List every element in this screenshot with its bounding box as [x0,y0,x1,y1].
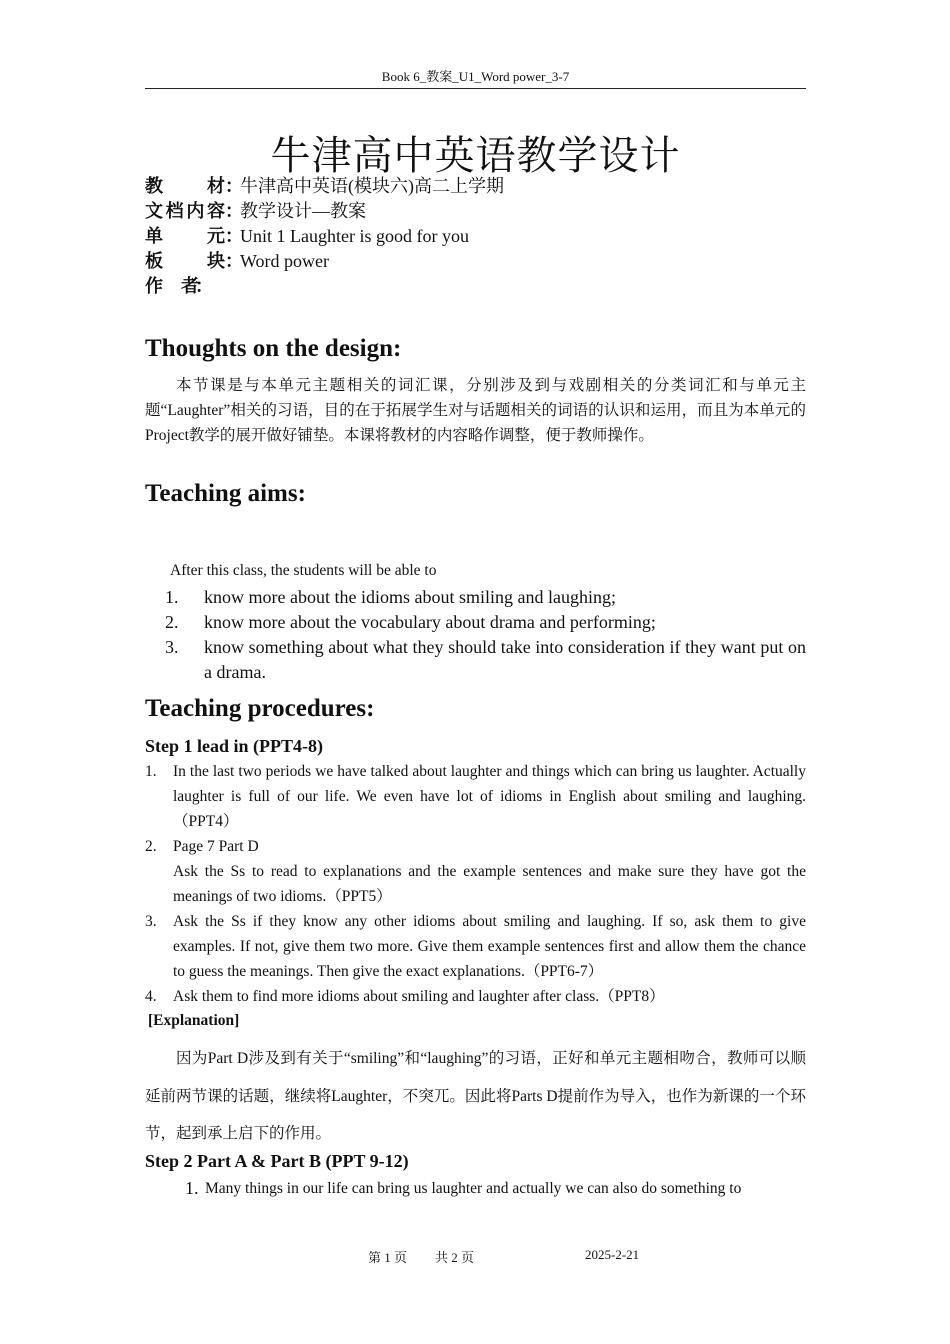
list-item: 1. Many things in our life can bring us laughter and actually we can also do something to [185,1178,742,1198]
list-item: 1. In the last two periods we have talked about laughter and things which can bring us laughter. Actually laughter is full of our life. We even have lot of idioms in English about smiling and laughing. （PPT4） [145,763,806,830]
footer-total-pages: 共 2 页 [435,1250,475,1265]
aims-intro: After this class, the students will be able to [170,562,437,579]
metadata-block [145,174,806,299]
meta-row-section: 板 块 ： Word power [145,249,806,274]
step2-title: Step 2 Part A & Part B (PPT 9-12) [145,1151,409,1171]
list-item: 3. know something about what they should take into consideration if they want put on a drama. [165,637,806,682]
meta-label: 教 材 [145,176,225,196]
meta-value: Word power [240,251,330,271]
aims-heading: Teaching aims: [145,480,306,507]
meta-row-unit: 单 元 ： Unit 1 Laughter is good for you [145,224,806,249]
meta-value: Unit 1 Laughter is good for you [240,226,469,246]
page-header: Book 6_教案_U1_Word power_3-7 [145,66,806,89]
explanation-label: [Explanation] [148,1012,240,1029]
meta-row-author: 作 者 ： [145,274,806,299]
thoughts-paragraph: 本节课是与本单元主题相关的词汇课，分别涉及到与戏剧相关的分类词汇和与单元主题“Laughter”相关的习语，目的在于拓展学生对与话题相关的词语的认识和运用，而且为本单元的Project教学的展开做好铺垫。本课将教材的内容略作调整，便于教师操作。 [145,377,806,444]
procedures-heading: Teaching procedures: [145,695,375,722]
list-item: 2. Page 7 Part D Ask the Ss to read to explanations and the example sentences and make sure they have got the meanings of two idioms.（PPT5） [145,838,806,905]
meta-row-content: 文档内容 ： 教学设计—教案 [145,199,806,224]
list-item: 2. know more about the vocabulary about drama and performing; [165,612,656,632]
aims-list [165,585,806,685]
meta-label: 作 者 [145,276,199,296]
footer-date: 2025-2-21 [585,1247,640,1262]
step1-list [145,759,806,1009]
meta-row-textbook: 教 材 ： 牛津高中英语(模块六)高二上学期 [145,174,806,199]
meta-label: 板 块 [145,251,225,271]
meta-label: 文档内容 [145,201,225,221]
meta-value: 牛津高中英语(模块六)高二上学期 [240,176,504,196]
explanation-paragraph: 因为Part D涉及到有关于“smiling”和“laughing”的习语，正好和单元主题相吻合，教师可以顺延前两节课的话题，继续将Laughter，不突兀。因此将Parts D提前作为导入，也作为新课的一个环节，起到承上启下的作用。 [145,1050,806,1142]
list-item: 3. Ask the Ss if they know any other idioms about smiling and laughing. If so, ask them to give examples. If not, give them two more. Give them example sentences first and allow them the chance to guess the meanings. Then give the exact explanations.（PPT6-7） [145,913,806,980]
thoughts-heading: Thoughts on the design: [145,335,402,362]
document-title: 牛津高中英语教学设计 [270,133,681,179]
meta-label: 单 元 [145,226,225,246]
list-item: 4. Ask them to find more idioms about smiling and laughter after class.（PPT8） [145,988,665,1005]
footer-page-number: 第 1 页 [368,1250,408,1265]
list-item: 1. know more about the idioms about smiling and laughing; [165,587,616,607]
step1-title: Step 1 lead in (PPT4-8) [145,736,323,756]
meta-value: 教学设计—教案 [240,201,366,221]
